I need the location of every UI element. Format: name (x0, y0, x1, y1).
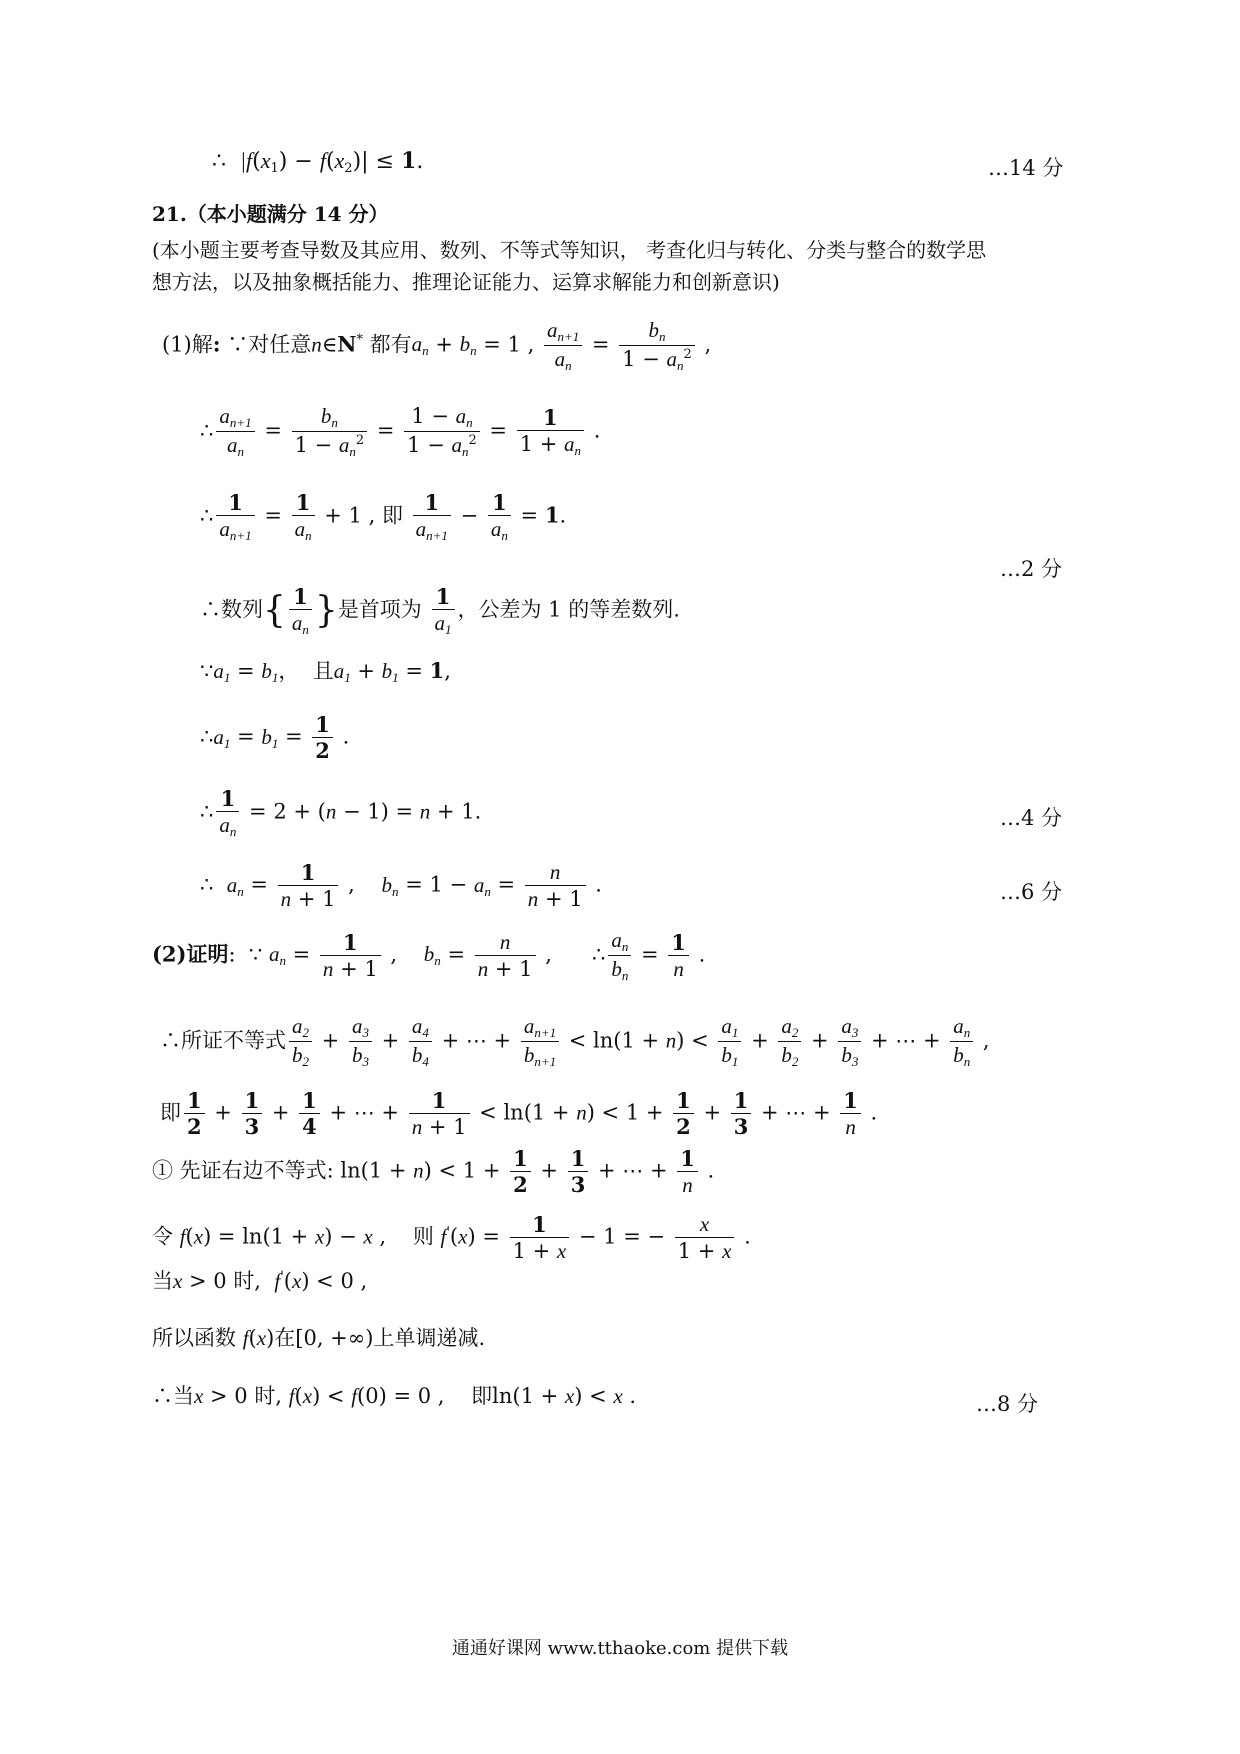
score-14: …14 分 (988, 156, 1064, 180)
derivative-sign-line: 当x > 0 时, f'(x) < 0 , (152, 1269, 368, 1293)
score-4: …4 分 (1000, 806, 1063, 830)
initial-condition-line: $\because a_1 = b_1$， 且$a_1 + b_1 = 1$, (200, 658, 451, 685)
general-term-reciprocal: ∴ $\frac{1}{a_n}$ = 2 + (n − 1) = n + 1. (200, 786, 482, 840)
score-2: …2 分 (1000, 557, 1063, 581)
score-8: …8 分 (976, 1392, 1039, 1416)
part2-intro: (2)证明: ∵ $a_n$ = $\frac{1}{n + 1}$ , $b_n$ = $\frac{n}{n + 1}$ , ∴ $\frac{a_n}{b_n}$ = $\frac{1}{n}$ . (152, 928, 706, 983)
monotonic-line: 所以函数 f(x)在[0, +∞)上单调递减. (152, 1326, 486, 1350)
conclusion-ln-line: ∴当x > 0 时, f(x) < f(0) = 0 , 即ln(1 + x) < x . (152, 1384, 637, 1408)
initial-value-line: $\therefore a_1 = b_1$ = $\frac{1}{2}$ . (200, 712, 350, 764)
problem-description-2: 想方法，以及抽象概括能力、推理论证能力、运算求解能力和创新意识) (152, 270, 780, 294)
arithmetic-sequence-line: ∴数列{ $\frac{1}{a_n}$ }是首项为 $\frac{1}{a_1}$ ，公差为 1 的等差数列. (200, 584, 680, 638)
reciprocal-line: ∴ $\frac{1}{a_{n+1}}$ = $\frac{1}{a_n}$ + 1 , 即 $\frac{1}{a_{n+1}}$ − $\frac{1}{a_n}$ = 1. (200, 490, 567, 544)
score-6: …6 分 (1000, 880, 1063, 904)
page-footer: 通通好课网 www.tthaoke.com 提供下载 (451, 1638, 789, 1659)
define-function-line: 令 f(x) = ln(1 + x) − x , 则 f'(x) = $\frac{1}{1 + x}$ − 1 = − $\frac{x}{1 + x}$ . (152, 1212, 751, 1264)
harmonic-inequality: 即 $\frac{1}{2}$ + $\frac{1}{3}$ + $\frac{1}{4}$ + ⋯ + $\frac{1}{n + 1}$ < ln(1 + n) < 1 + $\frac{1}{2}$ + $\frac{1}{3}$ + ⋯ + $\frac{1}{n}$ . (160, 1088, 878, 1140)
problem-heading: 21.（本小题满分 14 分） (152, 202, 389, 226)
general-term-line: ∴ $a_n$ = $\frac{1}{n + 1}$ , $b_n = 1 - a_n$ = $\frac{n}{n + 1}$ . (200, 860, 602, 912)
conclusion-line-14: ∴ $|f(x_1) - f(x_2)| \le 1$. (212, 148, 424, 176)
part1-intro: (1)解: ∵对任意n∈N* 都有$a_n + b_n = 1$ , $\frac{a_{n+1}}{a_n}$ = $\frac{b_n}{1 - a_n^2}$ , (162, 318, 712, 373)
recursion-line: ∴ $\frac{a_{n+1}}{a_n}$ = $\frac{b_n}{1 - a_n^2}$ = $\frac{1 - a_n}{1 - a_n^2}$ = $\frac{1}{1 + a_n}$ . (200, 404, 601, 459)
problem-description-1: (本小题主要考查导数及其应用、数列、不等式等知识， 考查化归与转化、分类与整合的数学思 (152, 238, 987, 262)
inequality-to-prove: ∴所证不等式 $\frac{a_2}{b_2}$ + $\frac{a_3}{b_3}$ + $\frac{a_4}{b_4}$ + ⋯ + $\frac{a_{n+1}}{b_{n+1}}$ < ln(1 + n) < $\frac{a_1}{b_1}$ + $\frac{a_2}{b_2}$ + $\frac{a_3}{b_3}$ + ⋯ + $\frac{a_n}{b_n}$ , (160, 1014, 990, 1069)
step1-line: ① 先证右边不等式: ln(1 + n) < 1 + $\frac{1}{2}$ + $\frac{1}{3}$ + ⋯ + $\frac{1}{n}$ . (152, 1146, 715, 1198)
